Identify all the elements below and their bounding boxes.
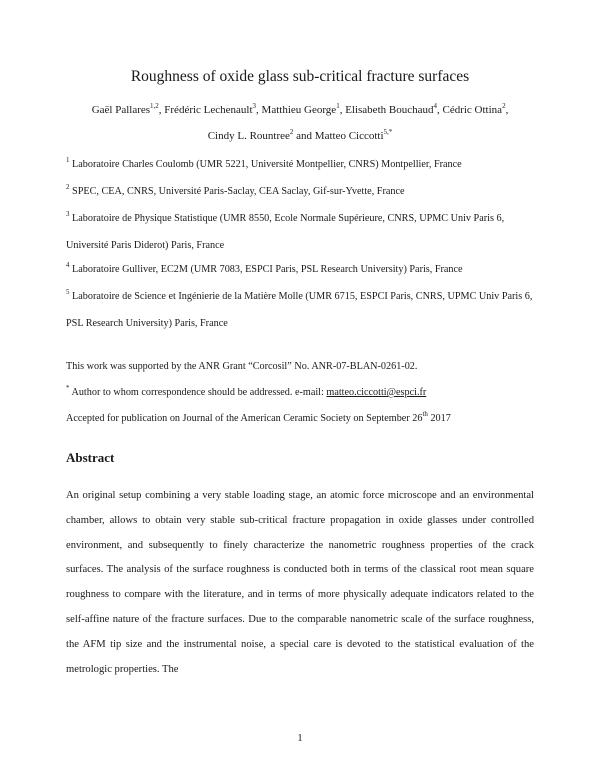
affiliation-3: $^3$ Laboratoire de Physique Statistique (UMR 8550, Ecole Normale Supérieure, CNRS, UPMC Univ Paris 6, Université Paris Diderot) Paris, France — [66, 210, 505, 251]
author: Matteo Ciccotti$^{5,*}$ — [314, 128, 393, 142]
author-list-line-1 — [0, 104, 600, 116]
author: Gaël Pallares$^{1,2}$, — [91, 102, 165, 116]
affiliation-5: $^5$ Laboratoire de Science et Ingénierie de la Matière Molle (UMR 6715, ESPCI Paris, CNRS, UPMC Univ Paris 6, PSL Research University) Paris, France — [66, 288, 533, 329]
correspondence-note: * Author to whom correspondence should be addressed. e-mail: matteo.ciccotti@espci.fr — [66, 384, 427, 398]
author: Elisabeth Bouchaud$^4$, — [345, 102, 443, 116]
author: Cindy L. Rountree$^2$ and — [207, 128, 315, 142]
affiliation-2: $^2$ SPEC, CEA, CNRS, Université Paris-Saclay, CEA Saclay, Gif-sur-Yvette, France — [66, 183, 405, 197]
affiliation-1: $^1$ Laboratoire Charles Coulomb (UMR 5221, Université Montpellier, CNRS) Montpellier, France — [66, 156, 462, 170]
abstract-heading: Abstract — [66, 450, 115, 465]
author: Frédéric Lechenault$^3$, — [164, 102, 262, 116]
abstract-body: An original setup combining a very stable loading stage, an atomic force microscope and an environmental chamber, allows to obtain very stable sub-critical fracture propagation in oxide glasses under controlled environment, and subsequently to finely characterize the nanometric roughness properties of the crack surfaces. The analysis of the surface roughness is conducted both in terms of the classical root mean square roughness to compare with the literature, and in terms of more physically adequate indicators related to the self-affine nature of the fracture surfaces. Due to the comparable nanometric scale of the surface roughness, the AFM tip size and the instrumental noise, a special care is devoted to the statistical evaluation of the metrologic properties. The — [66, 490, 534, 675]
author-list-line-2 — [0, 130, 600, 142]
paper-title: Roughness of oxide glass sub-critical fracture surfaces — [130, 68, 470, 85]
page-number: 1 — [297, 733, 303, 744]
affiliation-4: $^4$ Laboratoire Gulliver, EC2M (UMR 7083, ESPCI Paris, PSL Research University) Paris, France — [66, 261, 463, 275]
funding-note: This work was supported by the ANR Grant “Corcosil” No. ANR-07-BLAN-0261-02. — [66, 361, 418, 372]
email-link[interactable]: matteo.ciccotti@espci.fr — [326, 387, 427, 398]
acceptance-note: Accepted for publication on Journal of the American Ceramic Society on September 26th 2017 — [66, 410, 451, 424]
author: Cédric Ottina$^2$, — [442, 102, 509, 116]
author: Matthieu George$^1$, — [261, 102, 346, 116]
